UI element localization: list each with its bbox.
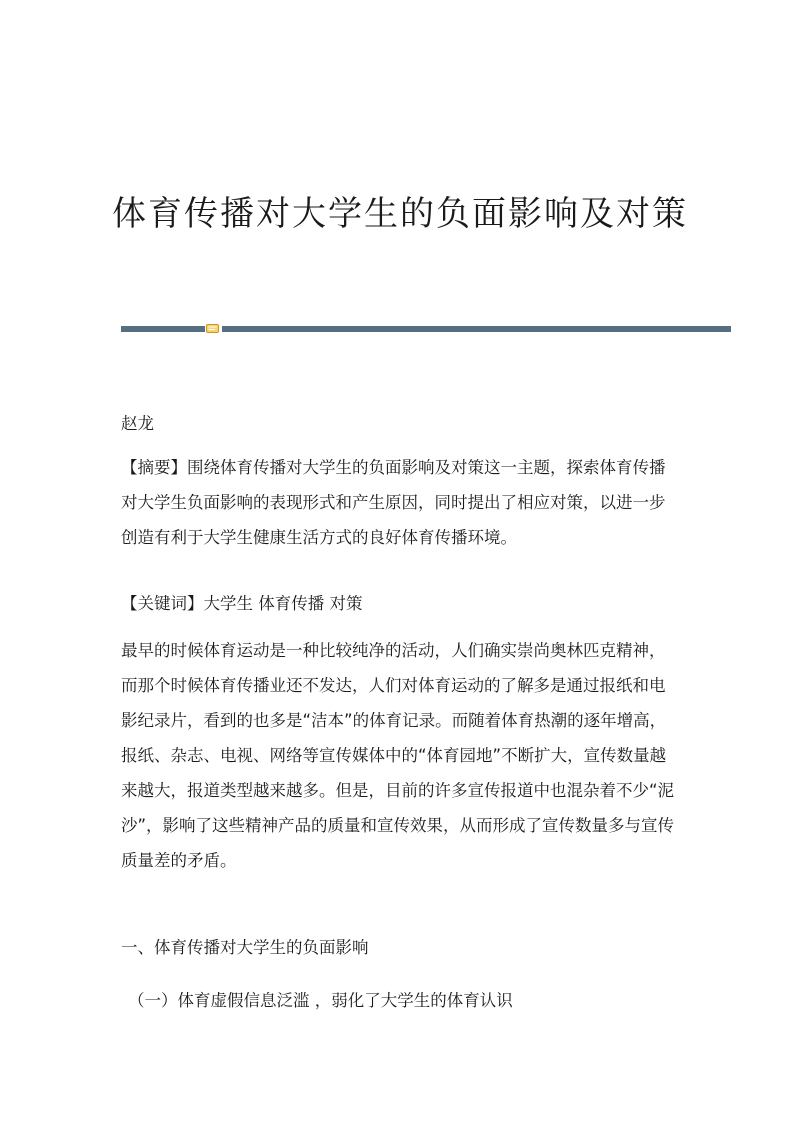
abstract-paragraph: 【摘要】围绕体育传播对大学生的负面影响及对策这一主题，探索体育传播对大学生负面影响的表现形式和产生原因，同时提出了相应对策，以进一步创造有利于大学生健康生活方式的良好体育传播环境。 <box>121 458 666 547</box>
title-divider-right <box>222 326 731 332</box>
author-name: 赵龙 <box>121 414 154 433</box>
title-divider-left <box>121 326 205 332</box>
subsection-heading: （一）体育虚假信息泛滥 ，弱化了大学生的体育认识 <box>128 991 513 1010</box>
body-paragraph: 最早的时候体育运动是一种比较纯净的活动，人们确实崇尚奥林匹克精神，而那个时候体育传播业还不发达，人们对体育运动的了解多是通过报纸和电影纪录片，看到的也多是“洁本”的体育记录。而随着体育热潮的逐年增高，报纸、杂志、电视、网络等宣传媒体中的“体育园地”不断扩大，宣传数量越来越大，报道类型越来越多。但是，目前的许多宣传报道中也混杂着不少“泥沙”，影响了这些精神产品的质量和宣传效果，从而形成了宣传数量多与宣传质量差的矛盾。 <box>121 641 675 870</box>
keywords-line: 【关键词】大学生 体育传播 对策 <box>121 594 363 613</box>
pencil-icon <box>206 323 219 334</box>
section-heading: 一、体育传播对大学生的负面影响 <box>121 938 369 957</box>
document-title: 体育传播对大学生的负面影响及对策 <box>112 194 688 234</box>
